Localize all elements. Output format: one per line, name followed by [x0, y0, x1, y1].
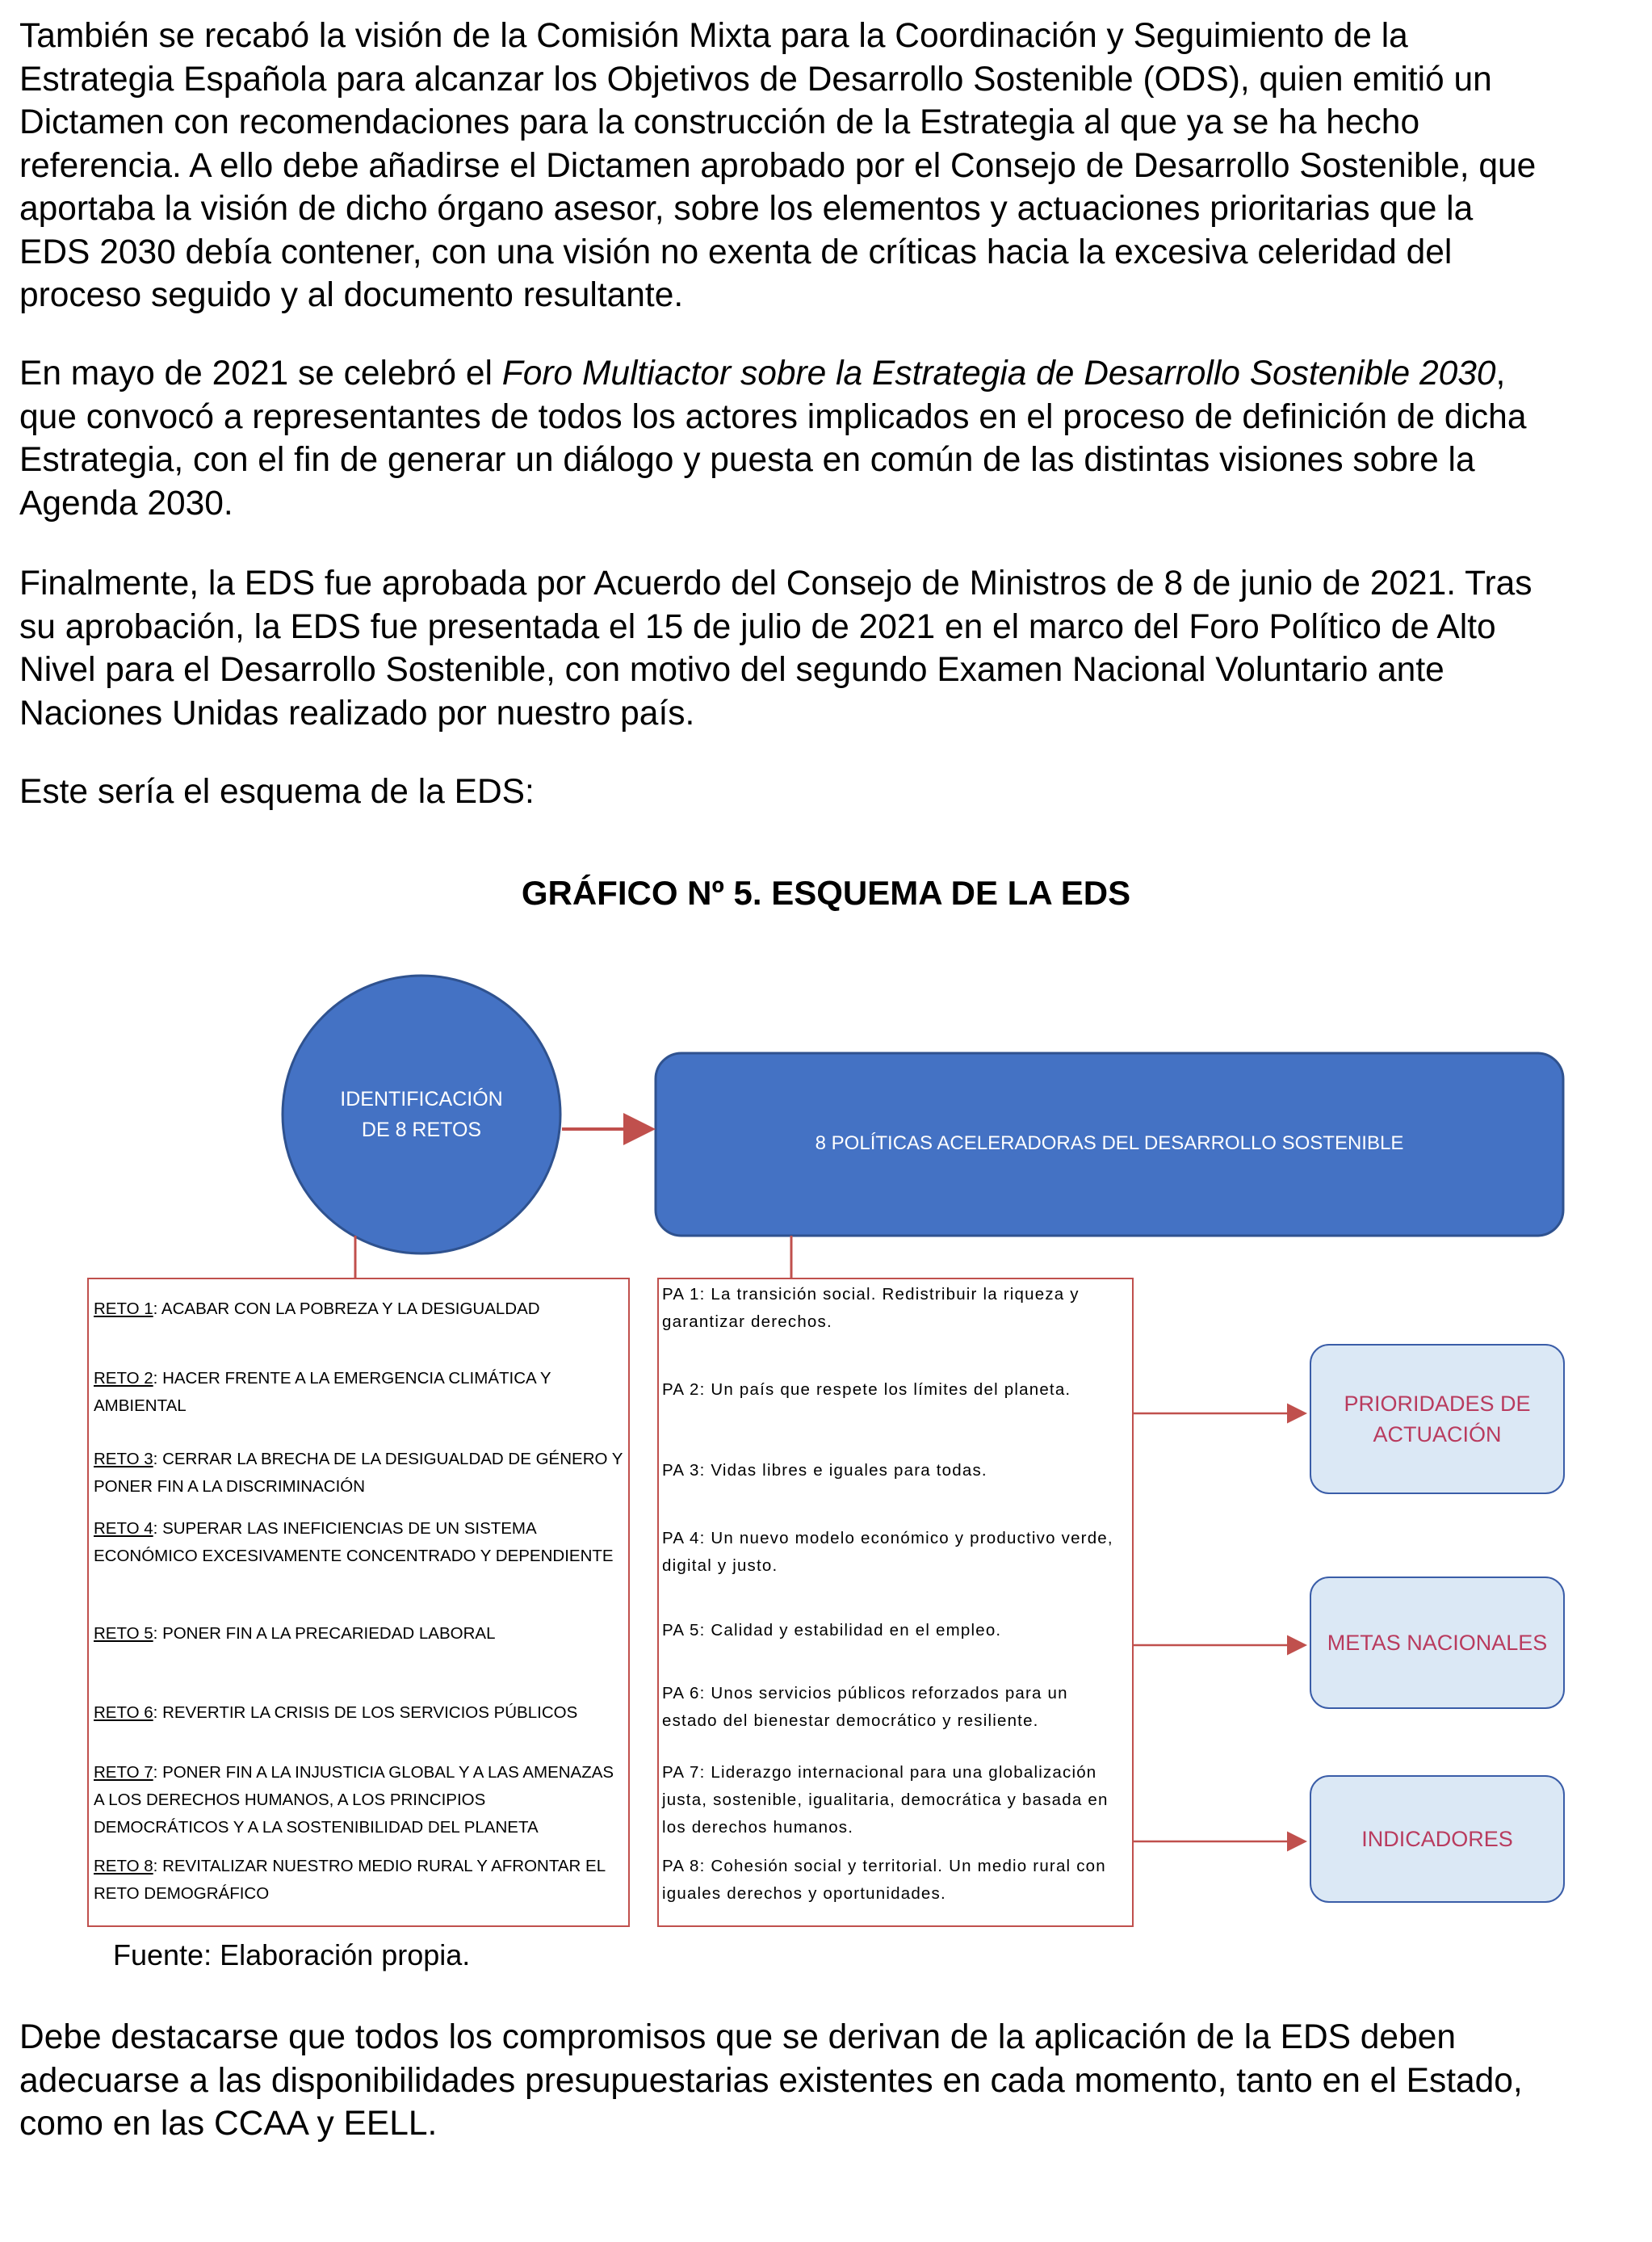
reto-label: RETO 2	[94, 1369, 153, 1388]
circle-label-line2: DE 8 RETOS	[361, 1119, 482, 1141]
pa-item: PA 4: Un nuevo modelo económico y productivo verde, digital y justo.	[662, 1529, 1113, 1575]
text-line: Dictamen con recomendaciones para la construcción de la Estrategia al que ya se ha hecho	[19, 103, 1420, 141]
text-line: proceso seguido y al documento resultante.	[19, 276, 684, 314]
text-line: como en las CCAA y EELL.	[19, 2105, 438, 2143]
paragraph-aprobacion	[19, 562, 1633, 735]
reto-item	[94, 1365, 623, 1420]
reto-text: : REVITALIZAR NUESTRO MEDIO RURAL Y AFRONTAR EL RETO DEMOGRÁFICO	[94, 1857, 606, 1903]
text-line: Nivel para el Desarrollo Sostenible, con motivo del segundo Examen Nacional Voluntario ante	[19, 651, 1444, 689]
pa-item: PA 5: Calidad y estabilidad en el empleo.	[662, 1621, 1002, 1640]
text-line: Estrategia Española para alcanzar los Objetivos de Desarrollo Sostenible (ODS), quien emitió un	[19, 60, 1492, 99]
text-line: referencia. A ello debe añadirse el Dictamen aprobado por el Consejo de Desarrollo Sostenible, que	[19, 146, 1537, 185]
politicas-list-box	[657, 1278, 1134, 1927]
figure-title: GRÁFICO Nº 5. ESQUEMA DE LA EDS	[521, 874, 1131, 912]
text-line: su aprobación, la EDS fue presentada el 15 de julio de 2021 en el marco del Foro Político de Alto	[19, 607, 1496, 646]
reto-label: RETO 6	[94, 1703, 153, 1722]
reto-label: RETO 4	[94, 1519, 153, 1538]
paragraph-esquema-intro	[19, 770, 1633, 814]
forum-title: Foro Multiactor sobre la Estrategia de Desarrollo Sostenible 2030	[501, 355, 1496, 393]
text-after: ,	[1495, 355, 1506, 393]
paragraph-disponibilidades	[19, 2016, 1633, 2146]
metas-box	[1310, 1577, 1565, 1709]
reto-text: : ACABAR CON LA POBREZA Y LA DESIGUALDAD	[153, 1299, 540, 1318]
figure-source: Fuente: Elaboración propia.	[113, 1938, 471, 1971]
prioridades-label: PRIORIDADES DE ACTUACIÓN	[1344, 1392, 1531, 1446]
reto-item	[94, 1759, 623, 1841]
reto-text: : REVERTIR LA CRISIS DE LOS SERVICIOS PÚBLICOS	[153, 1703, 578, 1722]
text-line	[19, 352, 1633, 396]
text-line: EDS 2030 debía contener, con una visión no exenta de críticas hacia la excesiva celeridad del	[19, 233, 1453, 271]
indicadores-label: INDICADORES	[1361, 1827, 1513, 1851]
policies-label: 8 POLÍTICAS ACELERADORAS DEL DESARROLLO SOSTENIBLE	[815, 1132, 1404, 1154]
indicadores-box	[1310, 1775, 1565, 1903]
text-line: aportaba la visión de dicho órgano asesor, sobre los elementos y actuaciones prioritarias que la	[19, 190, 1474, 228]
text-line: Estrategia, con el fin de generar un diálogo y puesta en común de las distintas visiones sobre la	[19, 441, 1475, 479]
eds-diagram	[0, 961, 1652, 1963]
text-line: que convocó a representantes de todos los actores implicados en el proceso de definición de dicha	[19, 397, 1527, 436]
text-line: Finalmente, la EDS fue aprobada por Acuerdo del Consejo de Ministros de 8 de junio de 2021. Tras	[19, 565, 1533, 602]
metas-label: METAS NACIONALES	[1327, 1631, 1548, 1655]
reto-item	[94, 1620, 623, 1648]
paragraph-foro-multiactor	[19, 352, 1633, 525]
pa-item: PA 8: Cohesión social y territorial. Un medio rural con iguales derechos y oportunidades.	[662, 1857, 1106, 1903]
pa-item: PA 3: Vidas libres e iguales para todas.	[662, 1461, 987, 1480]
retos-list-box	[87, 1278, 630, 1927]
reto-text: : HACER FRENTE A LA EMERGENCIA CLIMÁTICA Y AMBIENTAL	[94, 1369, 551, 1415]
text-line: Agenda 2030.	[19, 484, 233, 523]
reto-text: : SUPERAR LAS INEFICIENCIAS DE UN SISTEMA ECONÓMICO EXCESIVAMENTE CONCENTRADO Y DEPENDIENTE	[94, 1519, 614, 1565]
pa-item: PA 1: La transición social. Redistribuir la riqueza y garantizar derechos.	[662, 1285, 1080, 1331]
reto-label: RETO 5	[94, 1624, 153, 1643]
text-line: Debe destacarse que todos los compromisos que se derivan de la aplicación de la EDS deben	[19, 2018, 1456, 2056]
circle-label	[300, 1084, 543, 1145]
text-intro: En mayo de 2021 se celebró el	[19, 355, 502, 393]
reto-label: RETO 7	[94, 1763, 153, 1782]
reto-label: RETO 3	[94, 1450, 153, 1468]
reto-item	[94, 1515, 623, 1570]
circle-label-line1: IDENTIFICACIÓN	[340, 1088, 503, 1111]
text-line: También se recabó la visión de la Comisión Mixta para la Coordinación y Seguimiento de la	[19, 17, 1408, 55]
reto-item	[94, 1295, 623, 1323]
reto-label: RETO 8	[94, 1857, 153, 1875]
pa-item: PA 6: Unos servicios públicos reforzados para un estado del bienestar democrático y resiliente.	[662, 1684, 1068, 1730]
reto-item	[94, 1446, 623, 1501]
reto-text: : CERRAR LA BRECHA DE LA DESIGUALDAD DE GÉNERO Y PONER FIN A LA DISCRIMINACIÓN	[94, 1450, 623, 1496]
pa-item: PA 2: Un país que respete los límites del planeta.	[662, 1380, 1071, 1399]
text-line: Naciones Unidas realizado por nuestro país.	[19, 694, 695, 733]
reto-text: : PONER FIN A LA PRECARIEDAD LABORAL	[153, 1624, 496, 1643]
paragraph-comision-mixta	[19, 15, 1633, 317]
reto-item	[94, 1699, 623, 1727]
pa-item: PA 7: Liderazgo internacional para una globalización justa, sostenible, igualitaria, democrática y basada en los derechos humanos.	[662, 1763, 1109, 1837]
text-line: Este sería el esquema de la EDS:	[19, 773, 535, 811]
reto-item	[94, 1853, 623, 1908]
text-line: adecuarse a las disponibilidades presupuestarias existentes en cada momento, tanto en el Estado,	[19, 2061, 1523, 2100]
prioridades-box	[1310, 1344, 1565, 1494]
reto-text: : PONER FIN A LA INJUSTICIA GLOBAL Y A LAS AMENAZAS A LOS DERECHOS HUMANOS, A LOS PRINCIPIOS DEMOCRÁTICOS Y A LA SOSTENIBILIDAD DEL PLANETA	[94, 1763, 614, 1837]
reto-label: RETO 1	[94, 1299, 153, 1318]
